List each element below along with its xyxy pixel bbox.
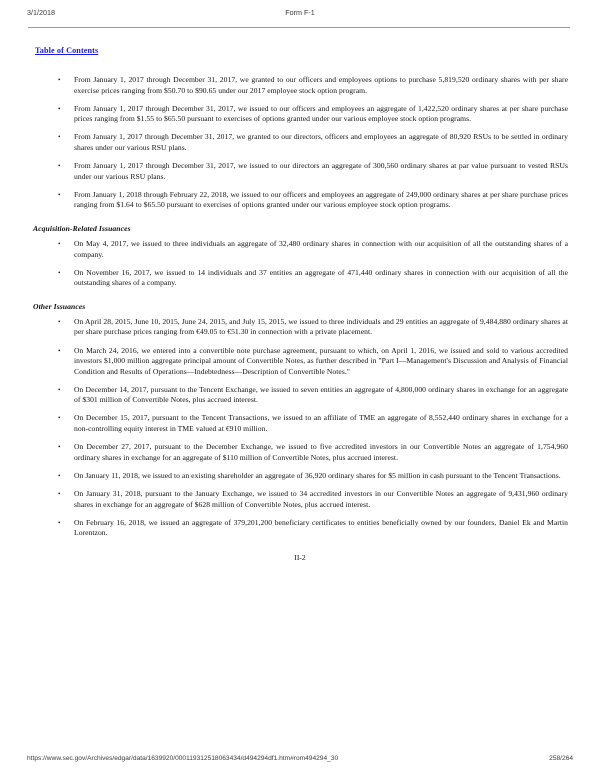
bullet-icon: • xyxy=(58,385,61,394)
section-bullet-list xyxy=(0,317,600,539)
page-indicator: 258/264 xyxy=(549,755,573,762)
list-item-text: From January 1, 2017 through December 31, 2017, we granted to our officers and employees options to purchase 5,819,520 ordinary shares with per share exercise prices ranging from $50.70 to $90.65 under our 2017 employee stock option program. xyxy=(74,75,568,95)
list-item-text: On May 4, 2017, we issued to three individuals an aggregate of 32,480 ordinary shares in connection with our acquisition of all the outstanding shares of a company. xyxy=(74,238,568,259)
bullet-icon: • xyxy=(58,268,61,277)
list-item xyxy=(58,470,568,482)
list-item-text: From January 1, 2018 through February 22, 2018, we issued to our officers and employees an aggregate of 249,000 ordinary shares at per share purchase prices ranging from $1.64 to $65.50 pursuant to exercises of options granted under our various employee stock option programs. xyxy=(74,189,568,210)
bullet-icon: • xyxy=(58,518,61,527)
list-item xyxy=(58,488,568,510)
bullet-icon: • xyxy=(58,104,61,113)
list-item-text: On December 14, 2017, pursuant to the Tencent Exchange, we issued to seven entities an aggregate of 4,800,000 ordinary shares in exchange for an aggregate of $301 million of Convertible Notes, plus accrued interest. xyxy=(74,384,568,405)
list-item-text: On December 15, 2017, pursuant to the Tencent Transactions, we issued to an affiliate of TME an aggregate of 8,552,440 ordinary shares in exchange for a non-controlling equity interest in TME valued at €910 million. xyxy=(74,413,568,434)
list-item xyxy=(58,384,568,406)
list-item-text: On November 16, 2017, we issued to 14 individuals and 37 entities an aggregate of 471,440 ordinary shares in connection with our acquisition of all the outstanding shares of a company. xyxy=(74,267,568,288)
list-item xyxy=(58,103,568,125)
bullet-icon: • xyxy=(58,190,61,199)
list-item xyxy=(58,517,568,539)
list-item xyxy=(58,238,568,260)
list-item-text: On February 16, 2018, we issued an aggregate of 379,201,200 beneficiary certificates to entities beneficially owned by our founders, Daniel Ek and Martin Lorentzon. xyxy=(74,517,568,538)
bullet-icon: • xyxy=(58,239,61,248)
print-date: 3/1/2018 xyxy=(27,8,55,17)
list-item-text: From January 1, 2017 through December 31, 2017, we granted to our directors, officers and employees an aggregate of 80,920 RSUs to be settled in ordinary shares under our various RSU plans. xyxy=(74,132,568,152)
list-item xyxy=(58,267,568,289)
section-heading: Acquisition-Related Issuances xyxy=(33,223,131,233)
document-page xyxy=(0,40,600,562)
list-item-text: On March 24, 2016, we entered into a convertible note purchase agreement, pursuant to which, on April 1, 2016, we issued and sold to various accredited investors $1,000 million aggregate principal amount of Convertible Notes, as further described in "Part I—Management's Discussion and Analysis of Financial Condition and Results of Operations—Indebtedness—Description of Convertible Notes." xyxy=(74,345,568,376)
list-item-text: From January 1, 2017 through December 31, 2017, we issued to our directors an aggregate of 300,560 ordinary shares at par value pursuant to vested RSUs under our various RSU plans. xyxy=(74,161,568,181)
list-item xyxy=(58,161,568,182)
list-item-text: On December 27, 2017, pursuant to the December Exchange, we issued to five accredited investors in our Convertible Notes an aggregate of 1,754,960 ordinary shares in exchange for an aggregate of $110 million of Convertible Notes, plus accrued interest. xyxy=(74,442,568,462)
sections-container xyxy=(0,224,600,539)
list-item-text: From January 1, 2017 through December 31, 2017, we issued to our officers and employees an aggregate of 1,422,520 ordinary shares at per share purchase prices ranging from $1.55 to $65.50 pursuant to exercises of options granted under our various employee stock option programs. xyxy=(74,103,568,124)
list-item xyxy=(58,316,568,338)
bullet-icon: • xyxy=(58,346,61,355)
section-bullet-list xyxy=(0,239,600,289)
page-number: II-2 xyxy=(294,552,306,562)
document-content xyxy=(0,75,600,562)
list-item-text: On April 28, 2015, June 10, 2015, June 24, 2015, and July 15, 2015, we issued to three individuals and 29 entities an aggregate of 9,484,880 ordinary shares at per share purchase prices ranging from €49.05 to €51.30 in connection with a private placement. xyxy=(74,316,568,337)
list-item-text: On January 11, 2018, we issued to an existing shareholder an aggregate of 36,920 ordinary shares for $5 million in cash pursuant to the Tencent Transactions. xyxy=(74,470,561,480)
list-item xyxy=(58,132,568,153)
browser-print-footer xyxy=(0,755,600,767)
bullet-icon: • xyxy=(58,162,61,171)
bullet-icon: • xyxy=(58,471,61,480)
table-of-contents-link[interactable]: Table of Contents xyxy=(35,46,99,55)
bullet-icon: • xyxy=(58,133,61,142)
document-title: Form F-1 xyxy=(285,8,315,17)
section-heading: Other Issuances xyxy=(33,301,86,311)
bullet-icon: • xyxy=(58,443,61,452)
bullet-icon: • xyxy=(58,489,61,498)
header-divider xyxy=(28,27,570,28)
browser-print-header xyxy=(0,8,600,22)
list-item xyxy=(58,75,568,96)
list-item xyxy=(58,413,568,434)
bullet-icon: • xyxy=(58,414,61,423)
intro-bullet-list xyxy=(0,75,600,211)
bullet-icon: • xyxy=(58,317,61,326)
list-item-text: On January 31, 2018, pursuant to the January Exchange, we issued to 34 accredited investors in our Convertible Notes an aggregate of 9,431,960 ordinary shares in exchange for an aggregate of $628 million of Convertible Notes, plus accrued interest. xyxy=(74,488,568,509)
list-item xyxy=(58,345,568,378)
bullet-icon: • xyxy=(58,76,61,84)
list-item xyxy=(58,189,568,211)
list-item xyxy=(58,442,568,463)
source-url: https://www.sec.gov/Archives/edgar/data/1639920/000119312518063434/d494294df1.htm#rom494294_30 xyxy=(27,755,339,762)
